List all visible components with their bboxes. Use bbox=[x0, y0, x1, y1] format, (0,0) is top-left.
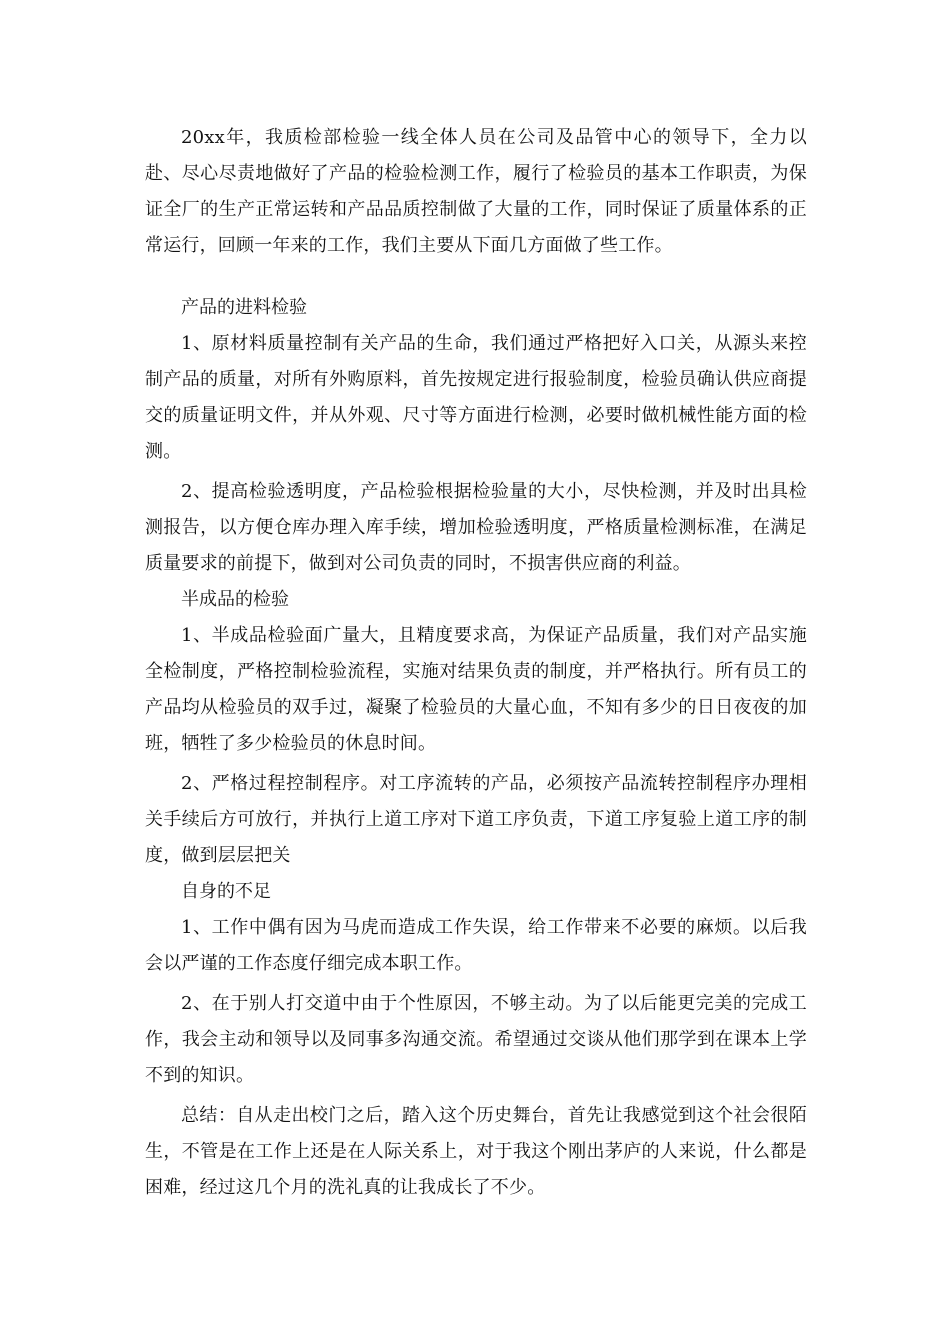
document-body bbox=[145, 120, 807, 1206]
incoming-inspection-paragraph-2: 2、提高检验透明度，产品检验根据检验量的大小，尽快检测，并及时出具检测报告，以方便仓库办理入库手续，增加检验透明度，严格质量检测标准，在满足质量要求的前提下，做到对公司负责的同时，不损害供应商的利益。 bbox=[145, 481, 807, 574]
semi-finished-inspection-paragraph-2: 2、严格过程控制程序。对工序流转的产品，必须按产品流转控制程序办理相关手续后方可放行，并执行上道工序对下道工序负责，下道工序复验上道工序的制度，做到层层把关 bbox=[145, 773, 807, 866]
section-heading-semi-finished-inspection: 半成品的检验 bbox=[181, 589, 289, 610]
shortcomings-paragraph-2: 2、在于别人打交道中由于个性原因，不够主动。为了以后能更完美的完成工作，我会主动和领导以及同事多沟通交流。希望通过交谈从他们那学到在课本上学不到的知识。 bbox=[145, 993, 807, 1086]
summary-paragraph: 总结：自从走出校门之后，踏入这个历史舞台，首先让我感觉到这个社会很陌生，不管是在工作上还是在人际关系上，对于我这个刚出茅庐的人来说，什么都是困难，经过这几个月的洗礼真的让我成长了不少。 bbox=[145, 1105, 807, 1198]
incoming-inspection-paragraph-1: 1、原材料质量控制有关产品的生命，我们通过严格把好入口关，从源头来控制产品的质量，对所有外购原料，首先按规定进行报验制度，检验员确认供应商提交的质量证明文件，并从外观、尺寸等方面进行检测，必要时做机械性能方面的检测。 bbox=[145, 333, 807, 462]
intro-paragraph: 20xx年，我质检部检验一线全体人员在公司及品管中心的领导下，全力以赴、尽心尽责地做好了产品的检验检测工作，履行了检验员的基本工作职责，为保证全厂的生产正常运转和产品品质控制做了大量的工作，同时保证了质量体系的正常运行，回顾一年来的工作，我们主要从下面几方面做了些工作。 bbox=[145, 127, 807, 256]
shortcomings-paragraph-1: 1、工作中偶有因为马虎而造成工作失误，给工作带来不必要的麻烦。以后我会以严谨的工作态度仔细完成本职工作。 bbox=[145, 917, 807, 974]
semi-finished-inspection-paragraph-1: 1、半成品检验面广量大，且精度要求高，为保证产品质量，我们对产品实施全检制度，严格控制检验流程，实施对结果负责的制度，并严格执行。所有员工的产品均从检验员的双手过，凝聚了检验员的大量心血，不知有多少的日日夜夜的加班，牺牲了多少检验员的休息时间。 bbox=[145, 625, 807, 754]
section-heading-incoming-inspection: 产品的进料检验 bbox=[181, 297, 307, 318]
section-heading-shortcomings: 自身的不足 bbox=[181, 881, 271, 902]
section-spacer bbox=[145, 264, 807, 290]
